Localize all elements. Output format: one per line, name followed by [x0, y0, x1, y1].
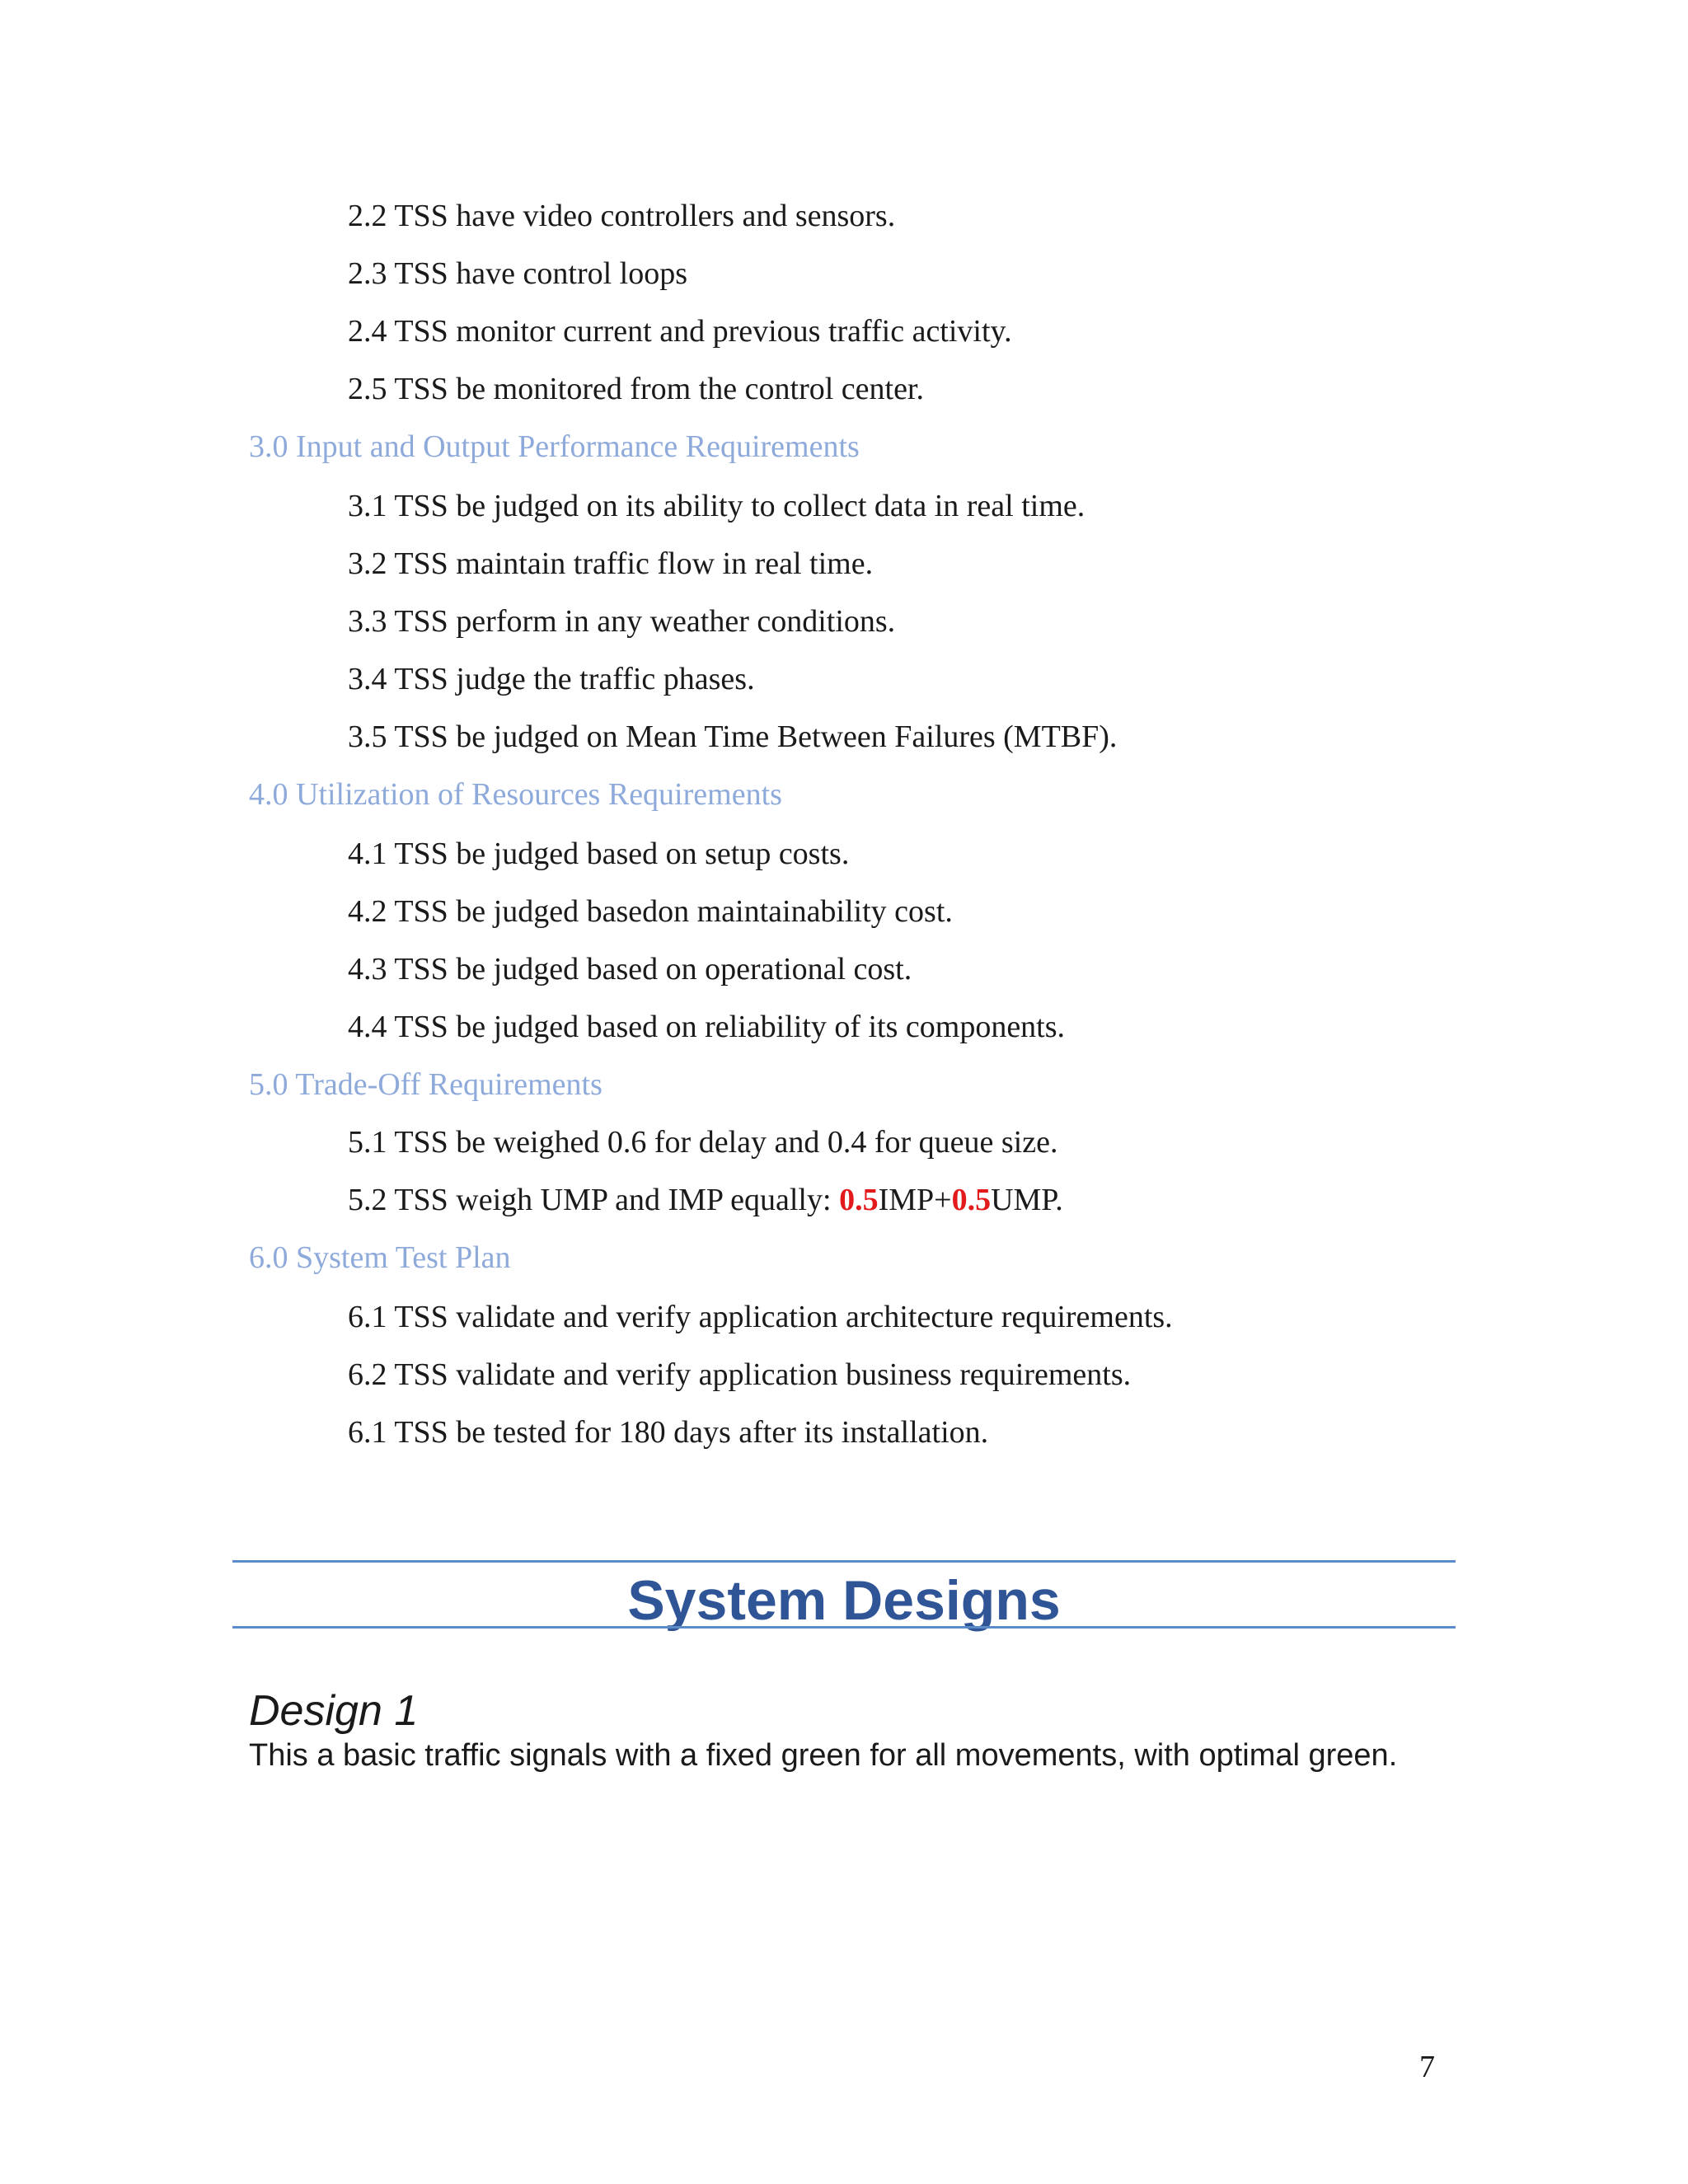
requirement-item: 3.1 TSS be judged on its ability to collect data in real time.: [348, 489, 1085, 523]
formula-prefix: 5.2 TSS weigh UMP and IMP equally:: [348, 1183, 840, 1217]
section-heading-utilization: 4.0 Utilization of Resources Requirements: [249, 777, 782, 812]
requirement-item: 3.2 TSS maintain traffic flow in real time.: [348, 546, 874, 581]
requirement-item: 4.2 TSS be judged basedon maintainability cost.: [348, 894, 953, 929]
formula-suffix: UMP.: [991, 1183, 1063, 1217]
requirement-item: 5.1 TSS be weighed 0.6 for delay and 0.4 for queue size.: [348, 1125, 1058, 1160]
requirement-item: 3.4 TSS judge the traffic phases.: [348, 662, 755, 696]
requirement-item: 2.3 TSS have control loops: [348, 256, 688, 291]
requirement-item: 6.1 TSS be tested for 180 days after its installation.: [348, 1415, 989, 1450]
requirement-item: 2.4 TSS monitor current and previous traffic activity.: [348, 314, 1012, 349]
requirement-item-formula: [348, 1182, 1063, 1218]
formula-mid: IMP+: [878, 1183, 952, 1217]
section-heading-trade-off: 5.0 Trade-Off Requirements: [249, 1067, 603, 1102]
section-heading-input-output: 3.0 Input and Output Performance Requirements: [249, 429, 860, 464]
system-designs-title: System Designs: [627, 1569, 1061, 1632]
heading-rule-top: [232, 1560, 1456, 1563]
requirement-item: 6.1 TSS validate and verify application architecture requirements.: [348, 1300, 1173, 1334]
design-title: Design 1: [249, 1687, 419, 1735]
section-heading-test-plan: 6.0 System Test Plan: [249, 1240, 511, 1275]
heading-rule-bottom: [232, 1626, 1456, 1629]
requirement-item: 4.1 TSS be judged based on setup costs.: [348, 837, 850, 871]
formula-coefficient: 0.5: [839, 1183, 879, 1217]
page-number: 7: [1419, 2050, 1435, 2084]
requirement-item: 4.4 TSS be judged based on reliability of its components.: [348, 1010, 1066, 1044]
requirement-item: 3.3 TSS perform in any weather conditions.: [348, 604, 896, 639]
requirement-item: 2.5 TSS be monitored from the control center.: [348, 372, 924, 406]
formula-coefficient: 0.5: [951, 1183, 992, 1217]
requirement-item: 3.5 TSS be judged on Mean Time Between Failures (MTBF).: [348, 719, 1118, 754]
requirement-item: 6.2 TSS validate and verify application business requirements.: [348, 1357, 1132, 1392]
requirement-item: 4.3 TSS be judged based on operational cost.: [348, 952, 912, 987]
design-description: This a basic traffic signals with a fixed green for all movements, with optimal green.: [249, 1738, 1398, 1773]
requirement-item: 2.2 TSS have video controllers and sensors.: [348, 199, 896, 233]
